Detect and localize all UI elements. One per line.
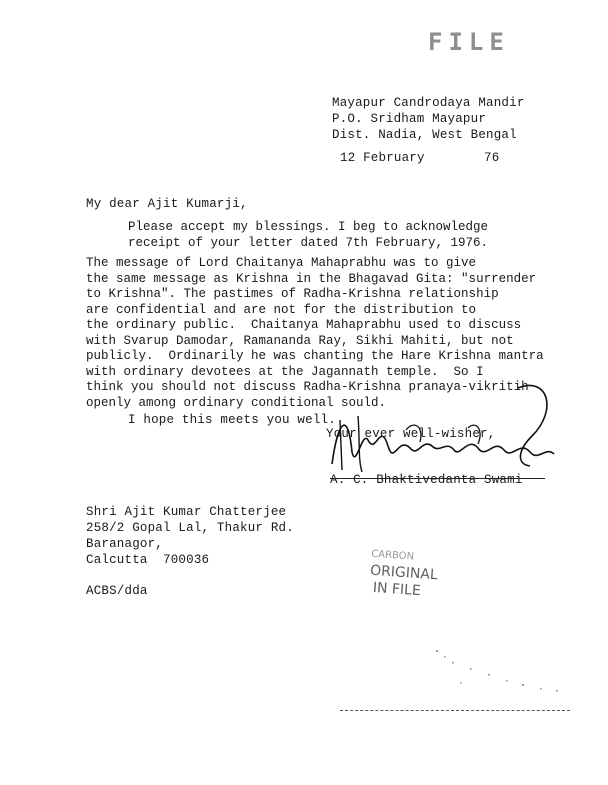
file-stamp: FILE (428, 28, 510, 56)
date-day-month: 12 February (340, 151, 425, 165)
address-line-1: Mayapur Candrodaya Mandir (332, 96, 525, 110)
recipient-line-3: Baranagor, (86, 537, 164, 551)
stamp-original-line: ORIGINAL (369, 562, 439, 584)
recipient-line-2: 258/2 Gopal Lal, Thakur Rd. (86, 521, 294, 535)
carbon-stamp-text: CARBON (370, 548, 415, 563)
salutation: My dear Ajit Kumarji, (86, 197, 248, 211)
date-year: 76 (484, 151, 500, 165)
paragraph-2-text: The message of Lord Chaitanya Mahaprabhu was to give the same message as Krishna in the Bhagavad Gita: "surrender to Krishna". The pastimes of Radha-Krishna relationship are confidential and are not for the distribution to the ordinary public. Chaitanya Mahaprabhu used to discuss with Svarup Damodar, Ramananda Ray, Sikhi Mahiti, but not publicly. Ordinarily he was chanting the Hare Krishna mantra with ordinary devotees at the Jagannath temple. So I think you should not discuss Radha-Krishna pranaya-vikritih openly among ordinary conditional sould. (86, 256, 544, 410)
recipient-line-4: Calcutta 700036 (86, 553, 210, 567)
address-line-3: Dist. Nadia, West Bengal (332, 128, 517, 142)
closing: Your ever well-wisher, (326, 427, 496, 441)
bottom-dashed-line (340, 710, 570, 711)
paragraph-1-text: Please accept my blessings. I beg to acknowledge receipt of your letter dated 7th February, 1976. (128, 220, 489, 250)
address-line-2: P.O. Sridham Mayapur (332, 112, 487, 126)
paragraph-3: I hope this meets you well. (128, 413, 336, 427)
initials: ACBS/dda (86, 584, 148, 598)
stamp-in-file-line: IN FILE (372, 579, 422, 600)
signature-name: A. C. Bhaktivedanta Swami (330, 473, 523, 487)
recipient-line-1: Shri Ajit Kumar Chatterjee (86, 505, 287, 519)
